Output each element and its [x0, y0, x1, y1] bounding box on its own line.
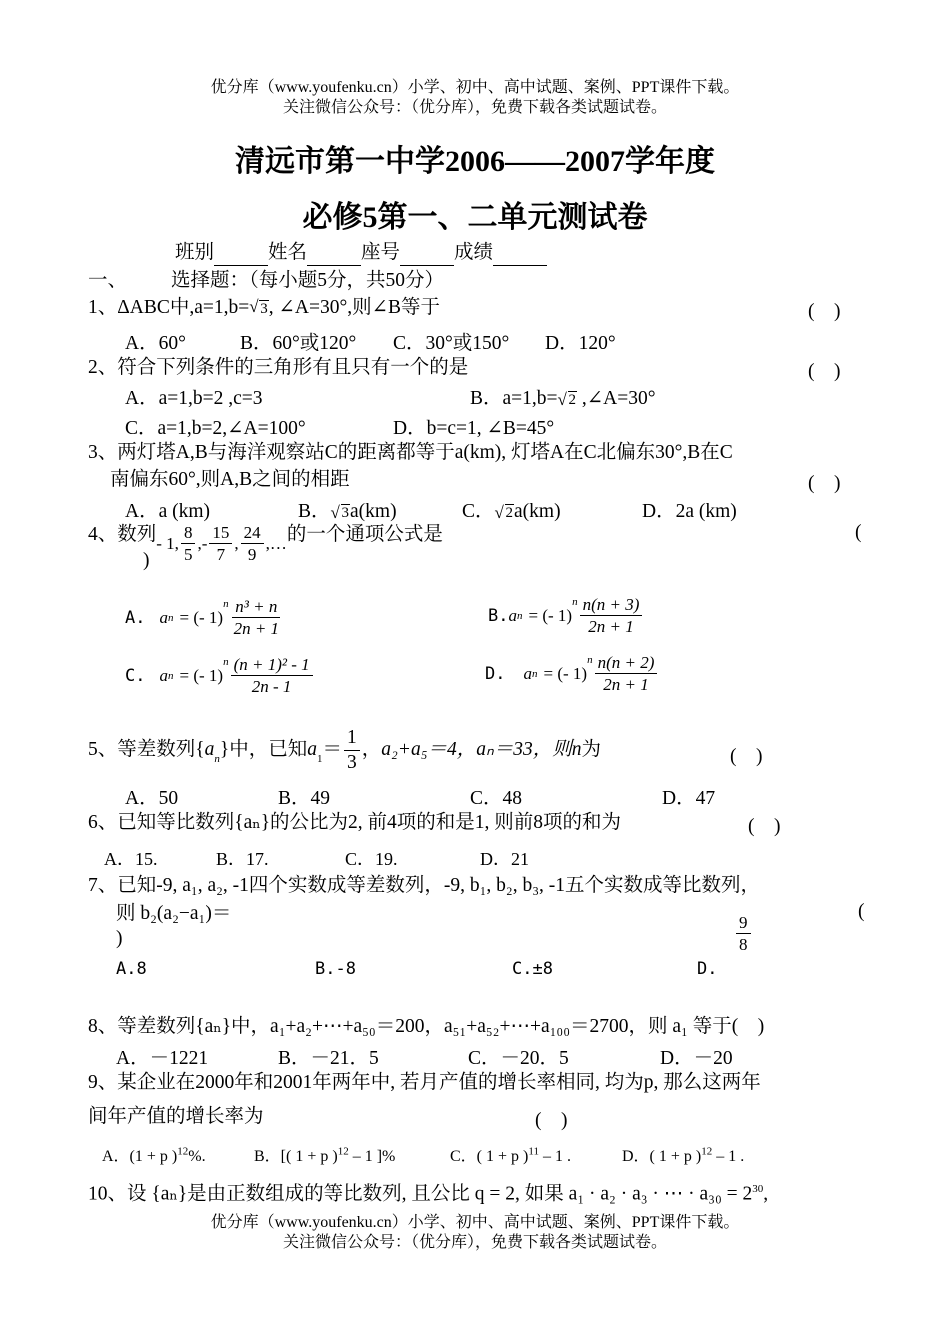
q4-paren-open[interactable]: ( — [855, 522, 862, 543]
q10-sup: 30 — [752, 1183, 764, 1195]
q9-option-b[interactable] — [254, 1143, 395, 1166]
q4-c-fraction — [231, 656, 313, 695]
q2-b-text: B．a=1,b= — [470, 388, 558, 409]
frac-num: n(n + 2) — [595, 654, 658, 674]
q4-option-a[interactable] — [125, 598, 284, 637]
question-10 — [88, 1176, 768, 1208]
q6-option-d[interactable]: D．21 — [480, 849, 529, 869]
q4-label: 4、数列 — [88, 524, 157, 545]
q4-an-sub: n — [167, 611, 174, 624]
q4-an-sub: n — [531, 667, 538, 680]
frac-den: 9 — [247, 545, 257, 564]
q10-text: 10、设 {aₙ}是由正数组成的等比数列, 且公比 q = 2, 如果 a₁ · a₂ · a₃ · ⋯ · a₃₀ = 2 — [88, 1183, 753, 1205]
q3-c-label: C． — [462, 501, 495, 522]
q6-option-b[interactable]: B．17. — [216, 849, 269, 869]
q4-an: a — [508, 605, 517, 625]
frac-den: 2n + 1 — [603, 675, 649, 694]
q5-option-c[interactable]: C．48 — [470, 788, 523, 809]
q5-text-l: 为 — [581, 739, 602, 760]
frac-num: 9 — [736, 914, 751, 934]
score-label: 成绩 — [454, 242, 494, 263]
q4-a-fraction — [231, 598, 282, 637]
q4-eq: = (- 1) — [179, 607, 224, 627]
q5-answer-paren[interactable]: ( ) — [730, 746, 763, 767]
q4-seq-term-3 — [209, 524, 232, 563]
q9-c-tail: – 1 . — [538, 1148, 571, 1165]
question-7-line-1: 7、已知-9, a₁, a₂, -1四个实数成等差数列，-9, b₁, b₂, b₃, -1五个实数成等比数列， — [88, 875, 761, 896]
q1-option-b[interactable]: B．60°或120° — [240, 333, 357, 354]
score-blank[interactable] — [493, 247, 547, 266]
q1-sqrt-value: 3 — [260, 301, 268, 317]
q6-option-c[interactable]: C．19. — [345, 849, 398, 869]
q9-a-sup: 12 — [177, 1145, 189, 1158]
q9-b-text: B．[( 1 + p ) — [254, 1148, 338, 1165]
frac-den: 7 — [216, 545, 226, 564]
q4-seq-sep: , — [234, 533, 239, 553]
question-4 — [88, 522, 443, 563]
q4-sup: n — [572, 596, 578, 608]
page-title: 清远市第一中学2006——2007学年度 — [235, 145, 715, 178]
q5-sub-n: n — [214, 753, 220, 765]
q9-answer-paren[interactable]: ( ) — [535, 1110, 568, 1131]
q4-b-label: B. — [488, 605, 509, 626]
q9-option-d[interactable] — [622, 1143, 744, 1166]
q4-seq-term-1: - 1, — [156, 533, 179, 553]
frac-den: 8 — [739, 935, 748, 954]
sqrt-icon — [331, 505, 351, 522]
frac-num: n³ + n — [232, 598, 280, 618]
q4-an: a — [159, 607, 168, 627]
q5-text-a: 5、等差数列{ — [88, 739, 205, 760]
q8-option-d[interactable]: D．－20 — [660, 1048, 733, 1069]
q9-a-text: A．(1 + p ) — [102, 1148, 178, 1165]
section-number: 一、 — [88, 270, 128, 291]
q4-sup: n — [587, 654, 593, 666]
frac-num: (n + 1)² - 1 — [231, 656, 313, 676]
q4-seq-term-4 — [241, 524, 264, 563]
q3-option-d[interactable]: D．2a (km) — [642, 501, 737, 522]
frac-num: n(n + 3) — [580, 596, 643, 616]
section-text: 选择题：（每小题5分，共50分） — [171, 270, 445, 291]
q2-b-tail: ,∠A=30° — [577, 388, 656, 409]
q1-option-d[interactable]: D．120° — [545, 333, 616, 354]
q6-answer-paren[interactable]: ( ) — [748, 816, 781, 837]
frac-den: 2n + 1 — [588, 617, 634, 636]
q4-eq: = (- 1) — [543, 663, 588, 683]
q1-option-c[interactable]: C．30°或150° — [393, 333, 510, 354]
q9-d-text: D．( 1 + p ) — [622, 1148, 702, 1165]
question-5 — [88, 728, 601, 772]
q7-option-b[interactable]: B.-8 — [315, 959, 356, 979]
page-subtitle: 必修5第一、二单元测试卷 — [302, 201, 648, 234]
question-1 — [88, 295, 440, 322]
q2-option-a[interactable]: A．a=1,b=2 ,c=3 — [125, 388, 263, 409]
q1-option-a[interactable]: A．60° — [125, 333, 186, 354]
q4-eq: = (- 1) — [528, 605, 573, 625]
sqrt-icon — [558, 392, 578, 409]
q4-option-c[interactable] — [125, 656, 315, 695]
q4-sequence — [156, 524, 287, 563]
footer-line-2: 关注微信公众号：（优分库），免费下载各类试题试卷。 — [282, 1234, 667, 1251]
name-blank[interactable] — [307, 247, 361, 266]
q3-answer-paren[interactable]: ( ) — [808, 473, 841, 494]
q9-option-a[interactable] — [102, 1143, 206, 1166]
q5-eq: ＝ — [322, 739, 343, 760]
q7-option-a[interactable]: A.8 — [116, 959, 147, 979]
q4-seq-sep: ,- — [197, 533, 208, 553]
student-info-line — [175, 240, 547, 266]
q4-option-d[interactable] — [485, 654, 659, 693]
question-6: 6、已知等比数列{aₙ}的公比为2, 前4项的和是1, 则前8项的和为 — [88, 812, 622, 833]
sqrt-icon — [495, 505, 515, 522]
q2-option-c[interactable]: C．a=1,b=2,∠A=100° — [125, 418, 306, 439]
q2-option-b[interactable] — [470, 382, 656, 410]
q5-n-var: n — [571, 739, 582, 760]
q3-option-a[interactable]: A．a (km) — [125, 501, 211, 522]
q9-option-c[interactable] — [450, 1143, 571, 1166]
question-3-line-1: 3、两灯塔A,B与海洋观察站C的距离都等于a(km), 灯塔A在C北偏东30°,B在C — [88, 442, 733, 463]
q4-d-fraction — [595, 654, 658, 693]
q4-a-label: A. — [125, 607, 146, 628]
frac-den: 5 — [183, 545, 193, 564]
header-line-1: 优分库（www.youfenku.cn）小学、初中、高中试题、案例、PPT课件下载。 — [210, 79, 740, 96]
q7-d-fraction — [734, 914, 753, 953]
q5-option-a[interactable]: A．50 — [125, 788, 179, 809]
frac-num: 8 — [181, 524, 196, 544]
q4-d-label: D. — [485, 663, 506, 684]
q4-an-sub: n — [516, 609, 523, 622]
q3-c-sqrt: 2 — [505, 505, 514, 521]
q5-option-b[interactable]: B．49 — [278, 788, 331, 809]
class-blank[interactable] — [214, 247, 268, 266]
header-line-2: 关注微信公众号：（优分库），免费下载各类试题试卷。 — [282, 99, 667, 116]
q5-a1-var: a — [307, 739, 317, 760]
q2-answer-paren[interactable]: ( ) — [808, 361, 841, 382]
frac-den: 2n + 1 — [233, 619, 280, 638]
q4-paren-close[interactable]: ) — [143, 550, 150, 571]
q4-seq-tail: ,… — [265, 533, 287, 553]
q8-option-b[interactable]: B．－21．5 — [278, 1048, 379, 1069]
q7-paren-open[interactable]: ( — [858, 901, 865, 922]
q1-answer-paren[interactable]: ( ) — [808, 301, 841, 322]
question-2: 2、符合下列条件的三角形有且只有一个的是 — [88, 357, 469, 378]
seat-label: 座号 — [361, 242, 401, 263]
question-9-line-1: 9、某企业在2000年和2001年两年中, 若月产值的增长率相同, 均为p, 那么这两年 — [88, 1072, 761, 1093]
q9-b-sup: 12 — [337, 1145, 349, 1158]
q4-an: a — [159, 665, 168, 685]
q4-c-label: C. — [125, 665, 146, 686]
q2-option-d[interactable]: D．b=c=1, ∠B=45° — [393, 418, 555, 439]
q8-option-a[interactable]: A．－1221 — [116, 1048, 209, 1069]
q3-b-tail: a(km) — [350, 501, 397, 522]
class-label: 班别 — [175, 242, 215, 263]
footer-line-1: 优分库（www.youfenku.cn）小学、初中、高中试题、案例、PPT课件下载。 — [210, 1214, 740, 1231]
q8-option-c[interactable]: C．－20．5 — [468, 1048, 569, 1069]
frac-num: 15 — [209, 524, 232, 544]
q4-an: a — [523, 663, 532, 683]
q7-paren-close[interactable]: ) — [116, 928, 123, 949]
q5-cond-2: aₙ＝33，则 — [476, 739, 572, 760]
q4-seq-term-2 — [181, 524, 196, 563]
question-7-line-2: 则 b₂(a₂−a₁)＝ — [116, 903, 232, 924]
q10-tail: , — [763, 1183, 769, 1205]
q9-c-text: C．( 1 + p ) — [450, 1148, 529, 1165]
q4-b-fraction — [580, 596, 643, 635]
q3-option-b[interactable] — [298, 495, 397, 523]
q4-sup: n — [223, 656, 229, 668]
frac-den: 2n - 1 — [251, 677, 292, 696]
q3-option-c[interactable] — [462, 495, 561, 523]
q5-sub-1: 1 — [317, 753, 323, 765]
frac-num: 24 — [241, 524, 264, 544]
q5-fraction — [344, 728, 360, 772]
q4-option-b[interactable] — [488, 596, 644, 635]
frac-den: 3 — [347, 751, 357, 773]
seat-blank[interactable] — [400, 247, 454, 266]
q3-b-sqrt: 3 — [341, 505, 350, 521]
q9-d-sup: 12 — [701, 1145, 713, 1158]
q5-a-var: a — [204, 739, 215, 760]
q4-an-sub: n — [167, 669, 174, 682]
frac-num: 1 — [344, 728, 360, 751]
q4-text: 的一个通项公式是 — [286, 524, 443, 545]
q4-sup: n — [223, 598, 229, 610]
q2-b-sqrt: 2 — [568, 392, 577, 408]
q1-text-c: , ∠A=30°,则∠B等于 — [268, 297, 440, 318]
q5-cond-1: a₂+a₅＝4， — [381, 739, 477, 760]
sqrt-icon — [249, 296, 269, 322]
question-8: 8、等差数列{aₙ}中，a₁+a₂+⋯+a₅₀＝200，a₅₁+a₅₂+⋯+a₁₀₀＝2700，则 a₁ 等于( ) — [88, 1016, 765, 1037]
q5-comma: ， — [361, 739, 382, 760]
q4-eq: = (- 1) — [179, 665, 224, 685]
q5-text-d: }中，已知 — [219, 739, 308, 760]
q3-b-label: B． — [298, 501, 331, 522]
question-9-line-2: 间年产值的增长率为 — [88, 1106, 264, 1127]
q6-option-a[interactable]: A．15. — [104, 849, 158, 869]
q5-option-d[interactable]: D．47 — [662, 788, 716, 809]
q3-c-tail: a(km) — [514, 501, 561, 522]
q9-a-tail: %. — [188, 1148, 206, 1165]
q7-option-c[interactable]: C.±8 — [512, 959, 553, 979]
q9-c-sup: 11 — [528, 1145, 539, 1158]
q9-d-tail: – 1 . — [712, 1148, 745, 1165]
section-heading — [88, 268, 444, 294]
q9-b-tail: – 1 ]% — [348, 1148, 396, 1165]
question-3-line-2: 南偏东60°,则A,B之间的相距 — [110, 469, 350, 490]
name-label: 姓名 — [268, 242, 308, 263]
q7-option-d[interactable]: D. — [697, 959, 718, 979]
q1-text-a: 1、ΔABC中,a=1,b= — [88, 297, 250, 318]
